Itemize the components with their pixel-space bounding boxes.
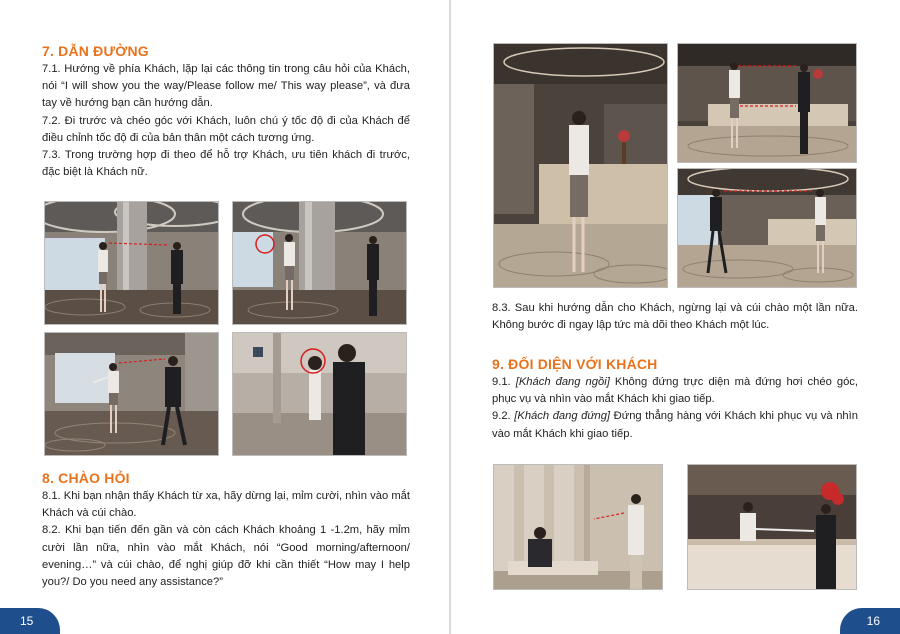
paragraph-9-1-prefix: 9.1. bbox=[492, 376, 516, 388]
paragraph-9-2-text: Đứng thẳng hàng với Khách khi phục vụ và nhìn vào mắt Khách khi giao tiếp. bbox=[492, 410, 858, 440]
paragraph-9-1 bbox=[492, 374, 858, 408]
left-page bbox=[0, 0, 449, 634]
photo-guiding-1 bbox=[44, 201, 219, 325]
paragraph-8-2: 8.2. Khi bạn tiến đến gần và còn cách Khách khoảng 1 -1.2m, hãy mỉm cười lần nữa, nhìn vào mắt Khách, nói “Good morning/afternoon/ evening…” và cúi chào, để nghị giúp đỡ khi cần thiết “How may I help you?/ Do you need any assistance?” bbox=[42, 524, 410, 589]
section-9-heading: 9. ĐỐI DIỆN VỚI KHÁCH bbox=[492, 356, 658, 372]
photo-standing-guest bbox=[687, 464, 857, 590]
paragraph-9-2 bbox=[492, 408, 858, 442]
paragraph-8-3-text: 8.3. Sau khi hướng dẫn cho Khách, ngừng lại và cúi chào một lần nữa. Không bước đi ngay lập tức mà dõi theo Khách một lúc. bbox=[492, 302, 858, 332]
section-8-body bbox=[42, 488, 410, 591]
paragraph-7-3: 7.3. Trong trường hợp đi theo để hỗ trợ Khách, ưu tiên khách đi trước, đặc biệt là Khách nữ. bbox=[42, 149, 410, 179]
page-number-15: 15 bbox=[0, 608, 60, 634]
paragraph-7-1: 7.1. Hướng về phía Khách, lặp lại các thông tin trong câu hỏi của Khách, nói “I will show you the way/Please follow me/ This way please”, và đưa tay về hướng bạn cần hướng dẫn. bbox=[42, 63, 410, 110]
photo-guiding-2 bbox=[232, 201, 407, 325]
section-9-body bbox=[492, 374, 858, 443]
section-7-heading: 7. DẪN ĐƯỜNG bbox=[42, 43, 149, 59]
page-number-16: 16 bbox=[840, 608, 900, 634]
right-page bbox=[451, 0, 900, 634]
section-8-heading: 8. CHÀO HỎI bbox=[42, 470, 130, 486]
photo-guiding-4 bbox=[232, 332, 407, 456]
paragraph-7-2: 7.2. Đi trước và chéo góc với Khách, luôn chú ý tốc độ đi của Khách để điều chỉnh tốc độ đi của bản thân một cách tương ứng. bbox=[42, 114, 410, 144]
paragraph-9-1-condition: [Khách đang ngồi] bbox=[515, 376, 610, 388]
paragraph-9-1-text: Không đứng trực diện mà đứng hơi chéo góc, phục vụ và nhìn vào mắt Khách khi giao tiếp. bbox=[492, 376, 858, 406]
paragraph-8-1: 8.1. Khi bạn nhận thấy Khách từ xa, hãy dừng lại, mỉm cười, nhìn vào mắt Khách và cúi chào. bbox=[42, 490, 410, 520]
paragraph-8-3 bbox=[492, 300, 858, 334]
photo-bowing-front bbox=[493, 43, 668, 288]
photo-bowing-side bbox=[677, 43, 857, 163]
photo-guiding-3 bbox=[44, 332, 219, 456]
photo-seated-guest bbox=[493, 464, 663, 590]
section-7-body bbox=[42, 61, 410, 181]
photo-guest-walking bbox=[677, 168, 857, 288]
paragraph-9-2-prefix: 9.2. bbox=[492, 410, 515, 423]
paragraph-9-2-condition: [Khách đang đứng] bbox=[514, 410, 611, 423]
